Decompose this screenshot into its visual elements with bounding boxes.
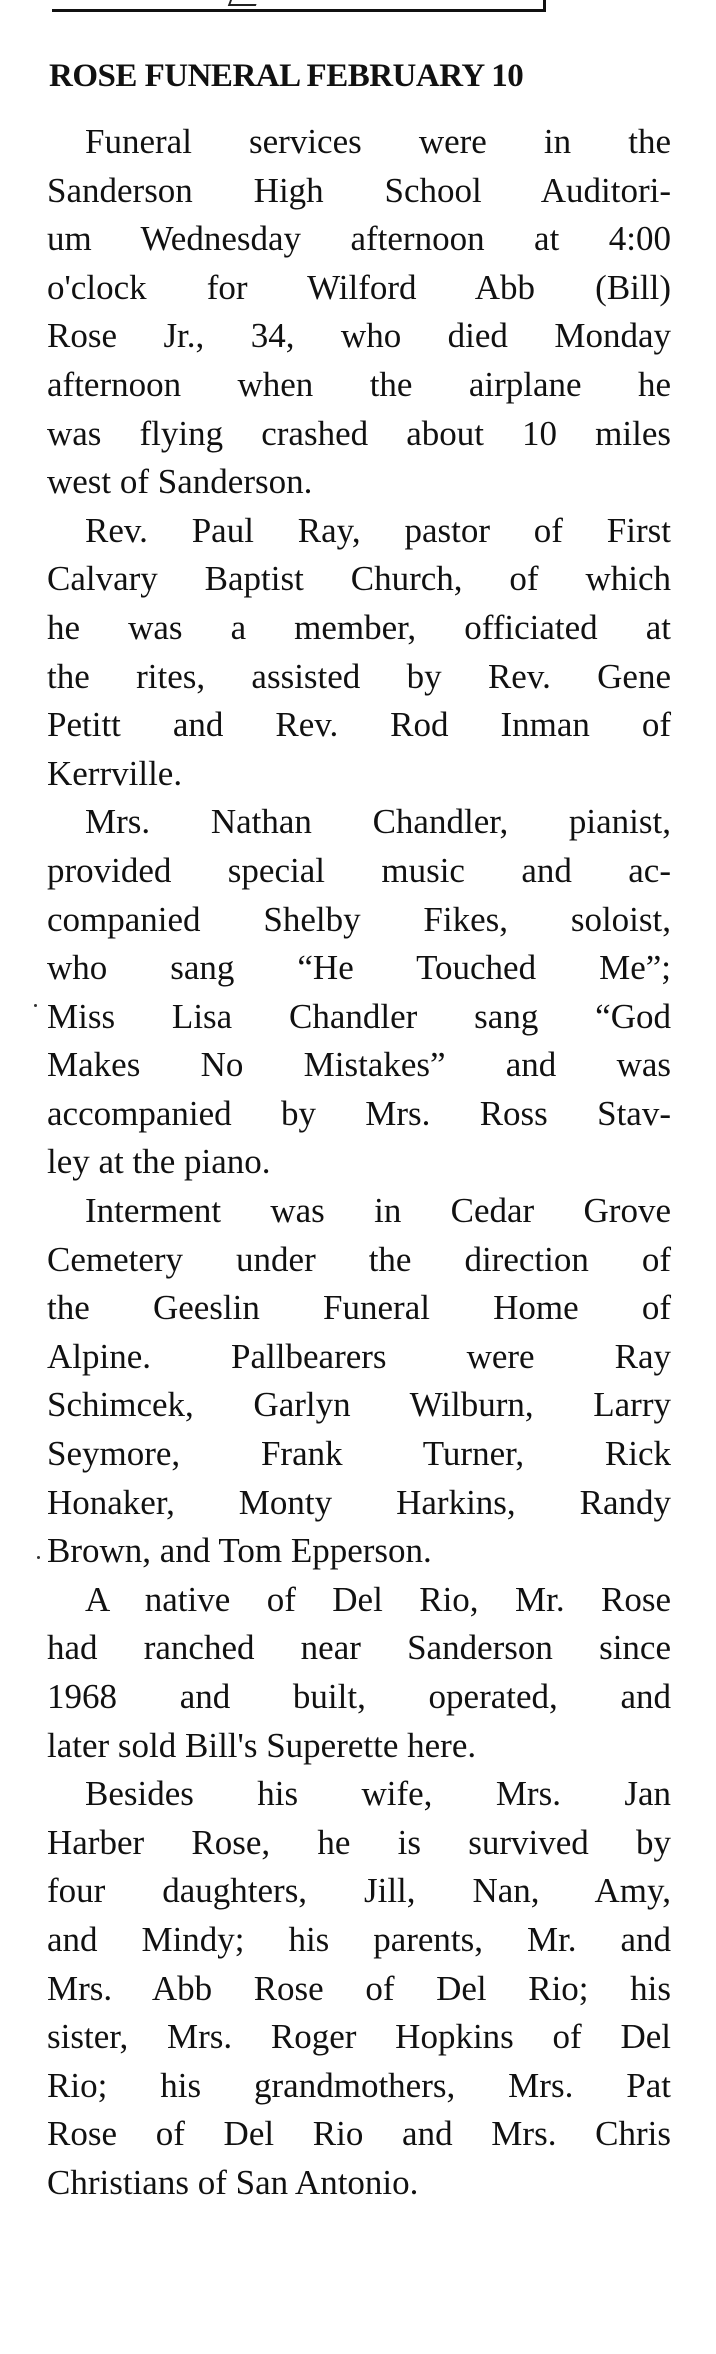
article-line: Rev. Paul Ray, pastor of First — [85, 510, 671, 550]
article-line: Cemetery under the direction of — [47, 1239, 671, 1279]
article-line: A native of Del Rio, Mr. Rose — [85, 1579, 671, 1619]
article-line: later sold Bill's Superette here. — [47, 1725, 477, 1765]
article-line: companied Shelby Fikes, soloist, — [47, 899, 671, 939]
article-line: Alpine. Pallbearers were Ray — [47, 1336, 671, 1376]
article-line: Rio; his grandmothers, Mrs. Pat — [47, 2065, 671, 2105]
article-line: he was a member, officiated at — [47, 607, 671, 647]
article-body — [47, 118, 671, 2208]
article-line: Rose of Del Rio and Mrs. Chris — [47, 2114, 671, 2154]
article-line: Brown, and Tom Epperson. — [47, 1531, 432, 1571]
article-line: Funeral services were in the — [85, 122, 671, 161]
article-line: Petitt and Rev. Rod Inman of — [47, 705, 671, 745]
article-line: ley at the piano. — [47, 1142, 271, 1182]
article-line: and Mindy; his parents, Mr. and — [47, 1919, 671, 1959]
print-speck — [37, 1556, 40, 1559]
article-line: Sanderson High School Auditori- — [47, 170, 671, 210]
article-line: Interment was in Cedar Grove — [85, 1191, 671, 1231]
article-line: Christians of San Antonio. — [47, 2162, 419, 2202]
article-line: 1968 and built, operated, and — [47, 1677, 671, 1716]
article-line: o'clock for Wilford Abb (Bill) — [47, 267, 671, 307]
article-line: Besides his wife, Mrs. Jan — [85, 1774, 671, 1814]
article-line: west of Sanderson. — [47, 462, 313, 502]
article-line: Harber Rose, he is survived by — [47, 1822, 671, 1862]
article-line: Kerrville. — [47, 753, 183, 793]
print-speck — [34, 1004, 37, 1007]
article-line: accompanied by Mrs. Ross Stav- — [47, 1093, 671, 1133]
clipping-edge-mark — [228, 0, 260, 6]
clipping-border — [52, 0, 546, 12]
article-line: was flying crashed about 10 miles — [47, 413, 671, 453]
article-line: Honaker, Monty Harkins, Randy — [47, 1482, 671, 1522]
article-line: the Geeslin Funeral Home of — [47, 1288, 671, 1328]
article-line: sister, Mrs. Roger Hopkins of Del — [47, 2017, 671, 2057]
article-line: four daughters, Jill, Nan, Amy, — [47, 1871, 671, 1911]
article-line: the rites, assisted by Rev. Gene — [47, 656, 671, 696]
article-line: Rose Jr., 34, who died Monday — [47, 316, 671, 356]
article-line: who sang “He Touched Me”; — [47, 948, 671, 988]
article-line: Mrs. Nathan Chandler, pianist, — [85, 802, 671, 842]
article-line: provided special music and ac- — [47, 850, 671, 890]
article-line: Schimcek, Garlyn Wilburn, Larry — [47, 1385, 671, 1425]
article-headline: ROSE FUNERAL FEBRUARY 10 — [49, 58, 524, 94]
article-line: Calvary Baptist Church, of which — [47, 559, 671, 599]
article-line: Makes No Mistakes” and was — [47, 1045, 671, 1085]
article-line: had ranched near Sanderson since — [47, 1628, 671, 1668]
article-line: Seymore, Frank Turner, Rick — [47, 1434, 671, 1474]
article-line: Miss Lisa Chandler sang “God — [47, 996, 671, 1036]
article-line: um Wednesday afternoon at 4:00 — [47, 219, 671, 259]
article-line: afternoon when the airplane he — [47, 364, 671, 404]
article-line: Mrs. Abb Rose of Del Rio; his — [47, 1968, 671, 2008]
